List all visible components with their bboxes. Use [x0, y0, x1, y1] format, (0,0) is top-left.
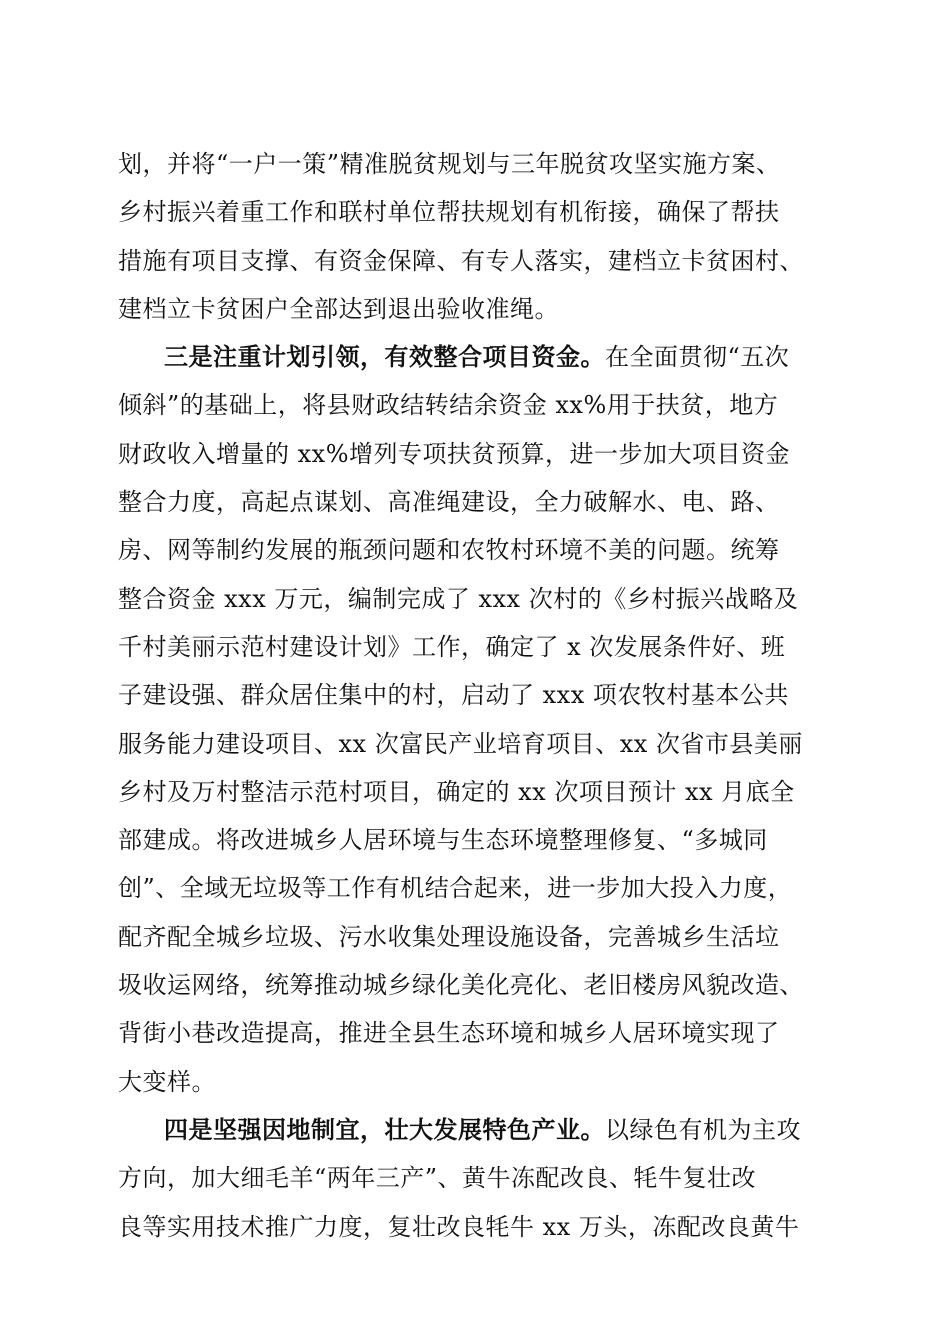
paragraph-first-rest: 以绿色有机为主攻: [605, 1115, 801, 1144]
text-line: 倾斜”的基础上，将县财政结转结余资金 xx%用于扶贫，地方: [118, 391, 779, 420]
text-line: 整合力度，高起点谋划、高准绳建设，全力破解水、电、路、: [118, 488, 780, 517]
text-line: 良等实用技术推广力度，复壮改良牦牛 xx 万头，冻配改良黄牛: [118, 1212, 800, 1241]
paragraph-first-rest: 在全面贯彻“五次: [605, 343, 790, 372]
text-line: 服务能力建设项目、xx 次富民产业培育项目、xx 次省市县美丽: [118, 729, 803, 758]
text-line: 子建设强、群众居住集中的村，启动了 xxx 项农牧村基本公共: [118, 681, 789, 710]
text-line: 建档立卡贫困户全部达到退出验收准绳。: [118, 294, 559, 323]
paragraph-2: [118, 333, 838, 1106]
text-line: 乡村及万村整洁示范村项目，确定的 xx 次项目预计 xx 月底全: [118, 777, 795, 806]
text-line: 房、网等制约发展的瓶颈问题和农牧村环境不美的问题。统筹: [118, 536, 780, 565]
paragraph-1: [118, 140, 838, 333]
text-line-first: [118, 1106, 838, 1154]
paragraph-lead: 四是坚强因地制宜，壮大发展特色产业。: [164, 1114, 605, 1144]
paragraph-3: [118, 1106, 838, 1251]
text-line: 乡村振兴着重工作和联村单位帮扶规划有机衔接，确保了帮扶: [118, 198, 780, 227]
text-line: 千村美丽示范村建设计划》工作，确定了 x 次发展条件好、班: [118, 632, 786, 661]
text-line: 创”、全域无垃圾等工作有机结合起来，进一步加大投入力度，: [118, 874, 793, 903]
text-line: 圾收运网络，统筹推动城乡绿化美化亮化、老旧楼房风貌改造、: [118, 971, 804, 1000]
text-line: 划，并将“一户一策”精准脱贫规划与三年脱贫攻坚实施方案、: [118, 150, 781, 178]
text-line: 财政收入增量的 xx%增列专项扶贫预算，进一步加大项目资金: [118, 439, 791, 468]
text-line: 部建成。将改进城乡人居环境与生态环境整理修复、“多城同: [118, 826, 768, 855]
text-line: 方向，加大细毛羊“两年三产”、黄牛冻配改良、牦牛复壮改: [118, 1164, 757, 1193]
text-line: 整合资金 xxx 万元，编制完成了 xxx 次村的《乡村振兴战略及: [118, 584, 799, 613]
text-line: 大变样。: [118, 1067, 216, 1096]
text-line: 措施有项目支撑、有资金保障、有专人落实，建档立卡贫困村、: [118, 246, 804, 275]
text-line-first: [118, 333, 838, 381]
text-line: 配齐配全城乡垃圾、污水收集处理设施设备，完善城乡生活垃: [118, 922, 780, 951]
paragraph-lead: 三是注重计划引领，有效整合项目资金。: [164, 342, 605, 372]
text-line: 背街小巷改造提高，推进全县生态环境和城乡人居环境实现了: [118, 1019, 780, 1048]
document-body: [118, 140, 838, 1251]
